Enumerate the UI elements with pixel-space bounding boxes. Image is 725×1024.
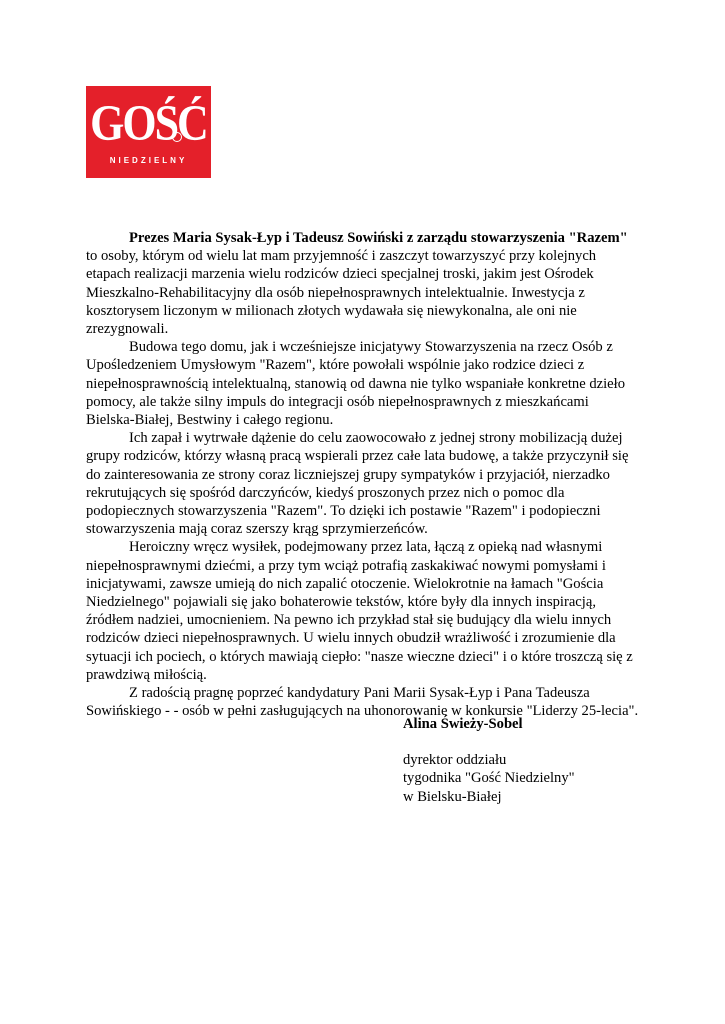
paragraph-text: to osoby, którym od wielu lat mam przyjemność i zaszczyt towarzyszyć przy kolejnych etapach realizacji marzenia wielu rodziców dzieci specjalnej troski, jakim jest Ośrodek Mieszkalno-Rehabilitacyjny dla osób niepełnosprawnych intelektualnie. Inwestycja z kosztorysem liczonym w milionach złotych wydawała się niewykonalna, ale oni nie zrezygnowali.: [86, 248, 597, 338]
paragraph-3: Ich zapał i wytrwałe dążenie do celu zaowocowało z jednej strony mobilizacją dużej grupy rodziców, którzy własną pracą wspierali przez całe lata budowę, a także przyczynił się do zainteresowania ze strony coraz liczniejszej grupy sympatyków i przyjaciół, nierzadko rekrutujących się spośród darczyńców, kiedyś proszonych przez nich o pomoc dla podopiecznych stowarzyszenia "Razem". To dzięki ich postawie "Razem" i podopieczni stowarzyszenia mają coraz szerszy krąg sprzymierzeńców.: [86, 430, 629, 538]
lead-heading: Prezes Maria Sysak-Łyp i Tadeusz Sowiński z zarządu stowarzyszenia "Razem": [129, 230, 628, 246]
signatory-location: w Bielsku-Białej: [403, 788, 502, 805]
signatory-name: Alina Świeży-Sobel: [403, 716, 523, 732]
rose-icon: [172, 132, 182, 142]
logo-wordmark: GOŚĆ: [90, 95, 207, 152]
signatory-publication: tygodnika "Gość Niedzielny": [403, 770, 575, 787]
gosc-niedzielny-logo: [86, 86, 211, 178]
letter-body: [86, 229, 639, 720]
logo-subtitle: NIEDZIELNY: [109, 156, 188, 165]
paragraph-5: Z radością pragnę poprzeć kandydatury Pani Marii Sysak-Łyp i Pana Tadeusza Sowińskiego - - osób w pełni zasługujących na uhonorowanie w konkursie "Liderzy 25-lecia".: [86, 685, 639, 720]
signatory-title: dyrektor oddziału: [403, 752, 507, 769]
signature-block: [403, 715, 663, 806]
paragraph-1: [86, 229, 639, 338]
paragraph-4: Heroiczny wręcz wysiłek, podejmowany przez lata, łączą z opieką nad własnymi niepełnosprawnymi dziećmi, a przy tym wciąż potrafią zaskakiwać nowymi pomysłami i inicjatywami, zawsze umieją do nich zapalić otoczenie. Wielokrotnie na łamach "Gościa Niedzielnego" pojawiali się jako bohaterowie tekstów, które były dla innych inspiracją, źródłem nadziei, umocnieniem. Na pewno ich przykład stał się budujący dla wielu innych rodziców dzieci niepełnosprawnych. U wielu innych obudził wrażliwość i zrozumienie dla sytuacji ich pociech, o których mawiają ciepło: "nasze wieczne dzieci" i o które troszczą się z prawdziwą miłością.: [86, 539, 633, 683]
paragraph-2: Budowa tego domu, jak i wcześniejsze inicjatywy Stowarzyszenia na rzecz Osób z Upośledzeniem Umysłowym "Razem", które powołali wspólnie jako rodzice dzieci z niepełnosprawnością intelektualną, stanowią od dawna nie tylko wspaniałe konkretne dzieło pomocy, ale także silny impuls do integracji osób niepełnosprawnych z mieszkańcami Bielska-Białej, Bestwiny i całego regionu.: [86, 339, 625, 429]
